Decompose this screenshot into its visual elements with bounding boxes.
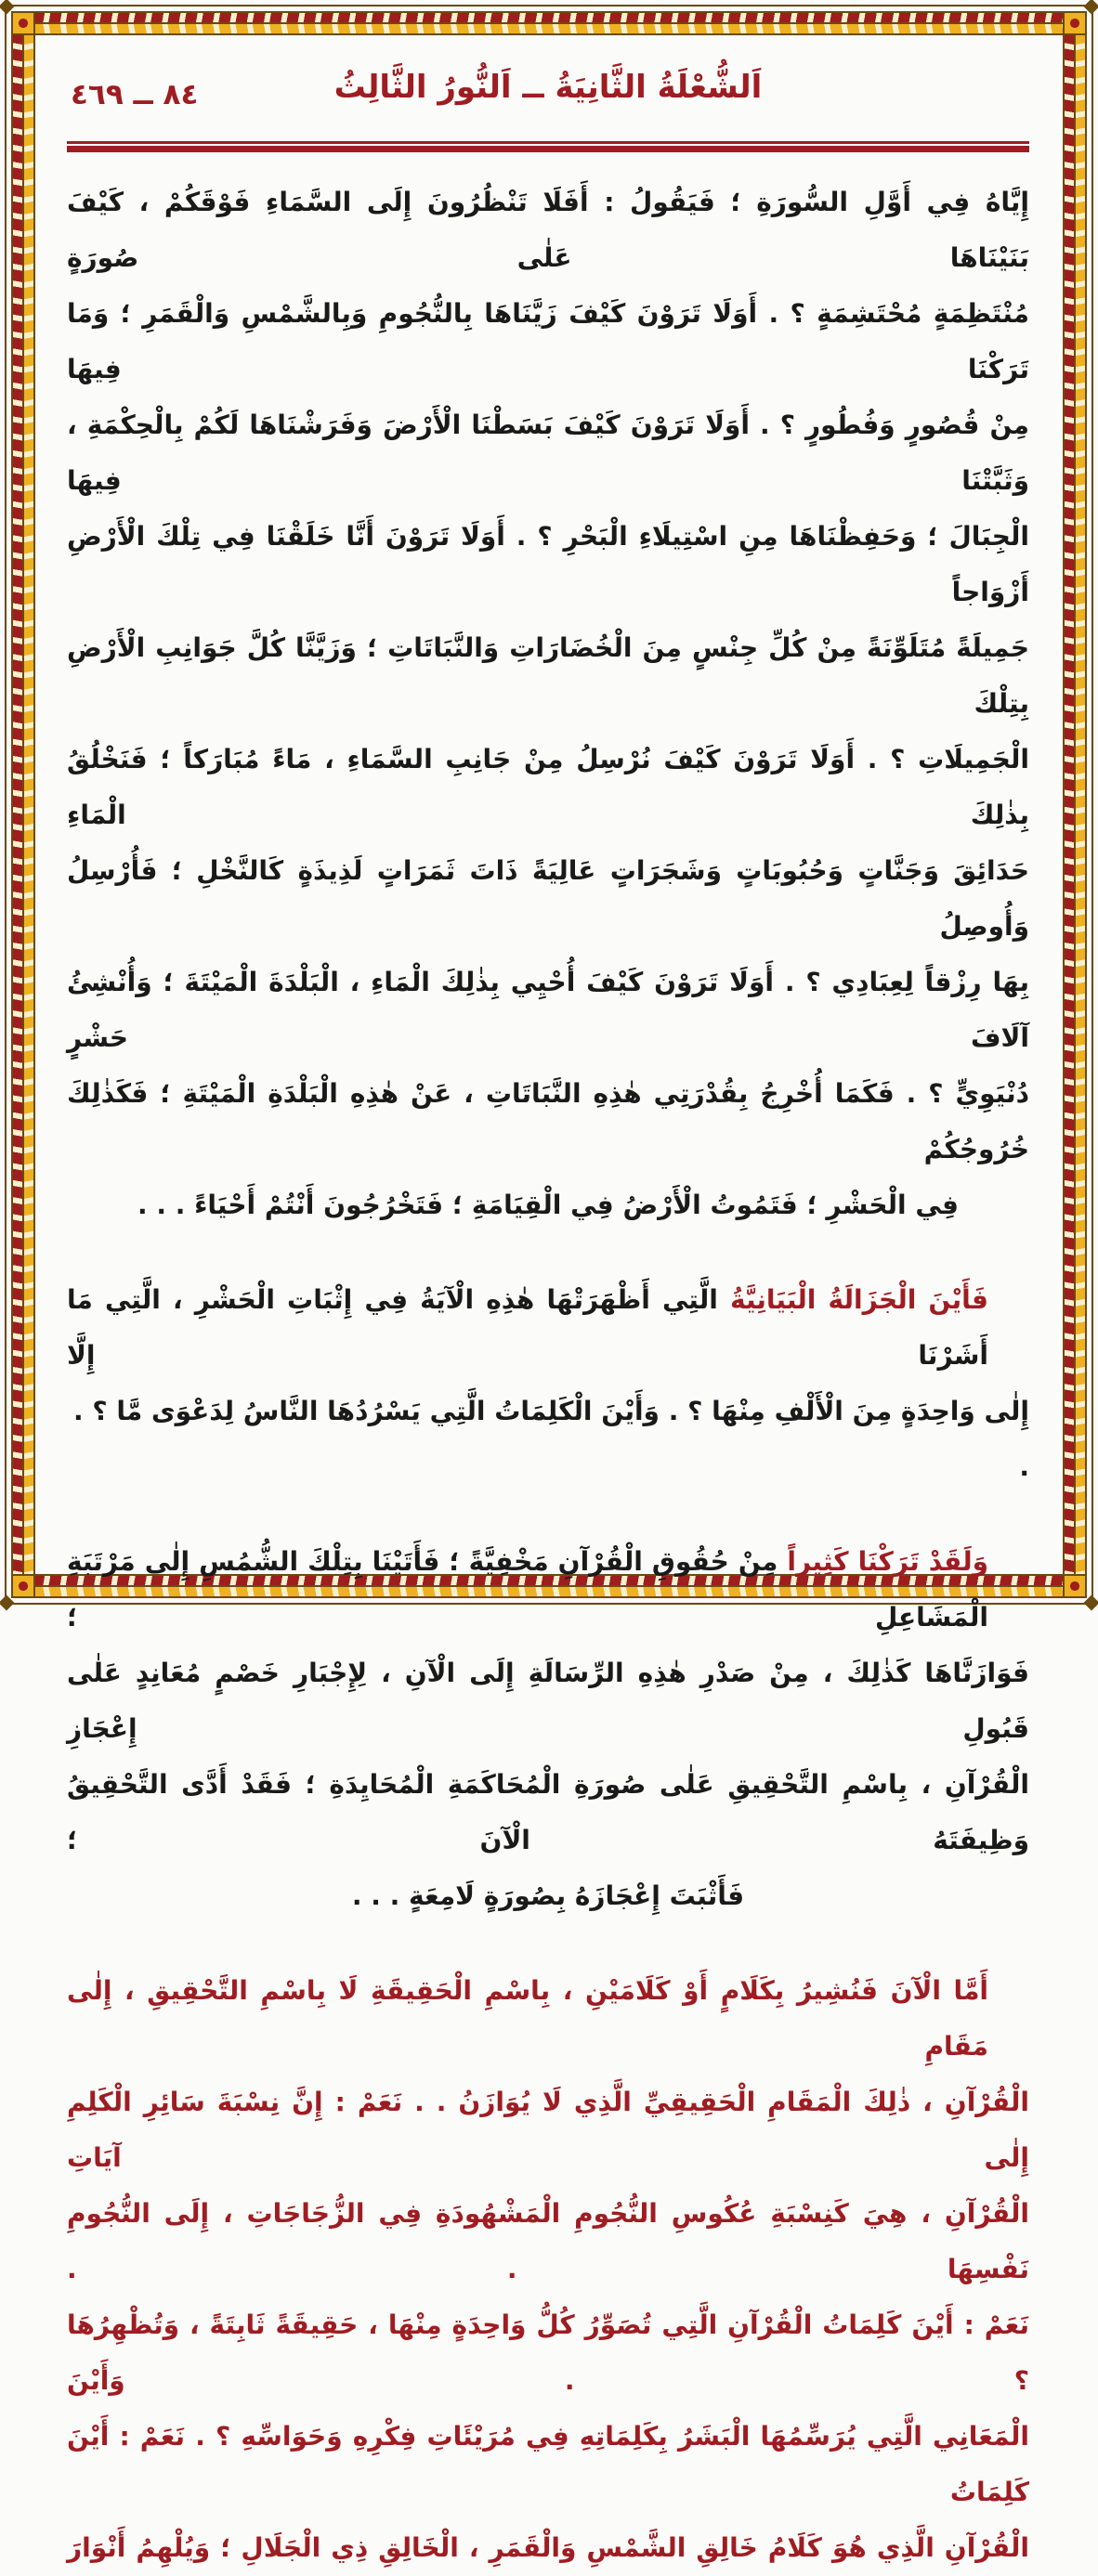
paragraph — [67, 175, 1029, 1233]
text-line — [67, 1757, 1029, 1868]
page-title: اَلشُّعْلَةُ الثَّانِيَةُ ــ اَلنُّورُ الثَّالِثُ — [333, 69, 763, 106]
frame-corner-top-right — [1063, 11, 1087, 35]
text-segment: دُنْيَوِيٍّ ؟ . فَكَمَا أُخْرِجُ بِقُدْرَتِي هٰذِهِ النَّبَاتَاتِ ، عَنْ هٰذِهِ الْبَلْدَةِ الْمَيْتَةِ ؛ فَكَذٰلِكَ خُرُوجُكُمْ — [67, 1078, 1029, 1164]
text-segment: فَوَازَنَّاهَا كَذٰلِكَ ، مِنْ صَدْرِ هٰذِهِ الرِّسَالَةِ إِلَى الْآنِ ، لِإِجْبَارِ خَصْمٍ مُعَانِدٍ عَلٰى قَبُولِ إِعْجَازِ — [67, 1658, 1029, 1744]
page-header — [67, 46, 1029, 141]
highlighted-phrase: فَأَيْنَ الْجَزَالَةُ الْبَيَانِيَّةُ — [717, 1284, 988, 1315]
text-line — [67, 1177, 1029, 1233]
text-segment: مِنْ قُصُورٍ وَفُطُورٍ ؟ . أَوَلَا تَرَوْنَ كَيْفَ بَسَطْنَا الْأَرْضَ وَفَرَشْنَاهَا لَكُمْ بِالْحِكْمَةِ ، وَثَبَّتْنَا فِيهَا — [67, 410, 1029, 496]
text-body — [67, 175, 1029, 2576]
text-line — [67, 1868, 1029, 1924]
text-line — [67, 732, 1029, 843]
text-line — [67, 1272, 1029, 1384]
text-segment: مِنْ حُقُوقِ الْقُرْآنِ مَخْفِيَّةً ؛ فَأَتَيْنَا بِتِلْكَ الشُّمُسِ إِلٰى مَرْتَبَةِ الْمَشَاعِلِ ؛ — [67, 1546, 988, 1633]
highlighted-phrase: نَعَمْ : أَيْنَ كَلِمَاتُ الْقُرْآنِ الَّتِي تُصَوِّرُ كُلُّ وَاحِدَةٍ مِنْهَا ، حَقِيقَةً ثَابِتَةً ، وَتُظْهِرُهَا ؟ . وَأَيْنَ — [67, 2309, 1029, 2396]
text-line — [67, 1963, 1029, 2075]
text-line — [67, 955, 1029, 1066]
text-segment: جَمِيلَةً مُتَلَوِّنَةً مِنْ كُلِّ جِنْسٍ مِنَ الْخُضَارَاتِ وَالنَّبَاتَاتِ ؛ وَزَيَّنَّا كُلَّ جَوَانِبِ الْأَرْضِ بِتِلْكَ — [67, 632, 1029, 719]
text-line — [67, 620, 1029, 732]
frame-corner-bottom-right — [1063, 1574, 1087, 1598]
chain-border-right — [1063, 32, 1087, 1578]
text-line — [67, 2186, 1029, 2297]
paragraph — [67, 1534, 1029, 1924]
chain-border-left — [11, 32, 35, 1578]
text-line — [67, 2409, 1029, 2520]
text-line — [67, 1066, 1029, 1177]
text-line — [67, 1646, 1029, 1757]
highlighted-phrase: الْقُرْآنِ الَّذِي هُوَ كَلَامُ خَالِقِ الشَّمْسِ وَالْقَمَرِ ، الْخَالِقِ ذِي الْجَلَالِ ؛ وَيُلْهِمُ أَنْوَارَ — [67, 2532, 1029, 2563]
text-line — [67, 843, 1029, 955]
text-line — [67, 1384, 1029, 1495]
text-line — [67, 2075, 1029, 2186]
chain-border-top — [32, 11, 1066, 35]
text-segment: إِلٰى وَاحِدَةٍ مِنَ الْأَلْفِ مِنْهَا ؟ . وَأَيْنَ الْكَلِمَاتُ الَّتِي يَسْرُدُهَا النَّاسُ لِدَعْوَى مَّا ؟ . . — [72, 1396, 1029, 1482]
highlighted-phrase: الْمَعَانِي الَّتِي يُرَسِّمُهَا الْبَشَرُ بِكَلِمَاتِهِ فِي مُرَيْئَاتِ فِكْرِهِ وَحَوَاسِّهِ ؟ . نَعَمْ : أَيْنَ كَلِمَاتُ — [67, 2421, 1029, 2507]
text-line — [67, 2520, 1029, 2576]
text-segment: إِيَّاهُ فِي أَوَّلِ السُّورَةِ ؛ فَيَقُولُ : أَفَلَا تَنْظُرُونَ إِلَى السَّمَاءِ فَوْقَكُمْ ، كَيْفَ بَنَيْنَاهَا عَلٰى صُورَةٍ — [67, 187, 1029, 273]
text-segment: فِي الْحَشْرِ ؛ فَتَمُوتُ الْأَرْضُ فِي الْقِيَامَةِ ؛ فَتَخْرُجُونَ أَنْتُمْ أَحْيَاءً . . . — [137, 1190, 960, 1220]
frame-corner-bottom-left — [11, 1574, 35, 1598]
frame-corner-top-left — [11, 11, 35, 35]
text-segment: حَدَائِقَ وَجَنَّاتٍ وَحُبُوبَاتٍ وَشَجَرَاتٍ عَالِيَةً ذَاتَ ثَمَرَاتٍ لَذِيذَةٍ كَالنَّخْلِ ؛ فَأُرْسِلُ وَأُوصِلُ — [67, 855, 1029, 942]
page-numbers: ٨٤ ــ ٤٦٩ — [71, 78, 199, 111]
text-segment: فَأَثْبَتَ إِعْجَازَهُ بِصُورَةٍ لَامِعَةٍ . . . — [351, 1880, 745, 1911]
text-line — [67, 175, 1029, 286]
text-segment: الَّتِي أَظْهَرَتْهَا هٰذِهِ الْآيَةُ فِي إِثْبَاتِ الْحَشْرِ ، الَّتِي مَا أَشَرْنَا إِلَّا — [67, 1284, 988, 1371]
highlighted-phrase: أَمَّا الْآنَ فَنُشِيرُ بِكَلَامٍ أَوْ كَلَامَيْنِ ، بِاسْمِ الْحَقِيقَةِ لَا بِاسْمِ التَّحْقِيقِ ، إِلٰى مَقَامِ — [67, 1975, 988, 2062]
highlighted-phrase: الْقُرْآنِ ، هِيَ كَنِسْبَةِ عُكُوسِ النُّجُومِ الْمَشْهُودَةِ فِي الزُّجَاجَاتِ ، إِلَى النُّجُومِ نَفْسِهَا . . — [67, 2198, 1029, 2284]
highlighted-phrase: الْقُرْآنِ ، ذٰلِكَ الْمَقَامِ الْحَقِيقِيِّ الَّذِي لَا يُوَازَنُ . . نَعَمْ : إِنَّ نِسْبَةَ سَائِرِ الْكَلِمِ إِلٰى آيَاتِ — [67, 2087, 1029, 2173]
text-segment: الْجِبَالَ ؛ وَحَفِظْنَاهَا مِنِ اسْتِيلَاءِ الْبَحْرِ ؟ . أَوَلَا تَرَوْنَ أَنَّا خَلَقْنَا فِي تِلْكَ الْأَرْضِ أَزْوَاجاً — [67, 521, 1029, 607]
text-line — [67, 509, 1029, 620]
text-line — [67, 2297, 1029, 2409]
text-line — [67, 397, 1029, 509]
text-segment: الْقُرْآنِ ، بِاسْمِ التَّحْقِيقِ عَلٰى صُورَةِ الْمُحَاكَمَةِ الْمُحَايِدَةِ ؛ فَقَدْ أَدَّى التَّحْقِيقُ وَظِيفَتَهُ الْآنَ ؛ — [67, 1769, 1029, 1855]
paragraph — [67, 1272, 1029, 1495]
paragraph — [67, 1963, 1029, 2576]
page-content — [67, 46, 1029, 2563]
text-segment: الْجَمِيلَاتِ ؟ . أَوَلَا تَرَوْنَ كَيْفَ نُرْسِلُ مِنْ جَانِبِ السَّمَاءِ ، مَاءً مُبَارَكاً ؛ فَنَخْلُقُ بِذٰلِكَ الْمَاءِ — [67, 744, 1029, 830]
text-line — [67, 1534, 1029, 1646]
text-line — [67, 286, 1029, 397]
highlighted-phrase: وَلَقَدْ تَرَكْنَا كَثِيراً — [778, 1546, 989, 1577]
text-segment: مُنْتَظِمَةٍ مُحْتَشِمَةٍ ؟ . أَوَلَا تَرَوْنَ كَيْفَ زَيَّنَاهَا بِالنُّجُومِ وَبِالشَّمْسِ وَالْقَمَرِ ؛ وَمَا تَرَكْنَا فِيهَا — [67, 298, 1029, 384]
text-segment: بِهَا رِزْقاً لِعِبَادِي ؟ . أَوَلَا تَرَوْنَ كَيْفَ أُحْيِي بِذٰلِكَ الْمَاءِ ، الْبَلْدَةَ الْمَيْتَةَ ؛ وَأُنْشِئُ آلَافَ حَشْرٍ — [67, 967, 1029, 1053]
header-divider-rule — [67, 141, 1029, 152]
